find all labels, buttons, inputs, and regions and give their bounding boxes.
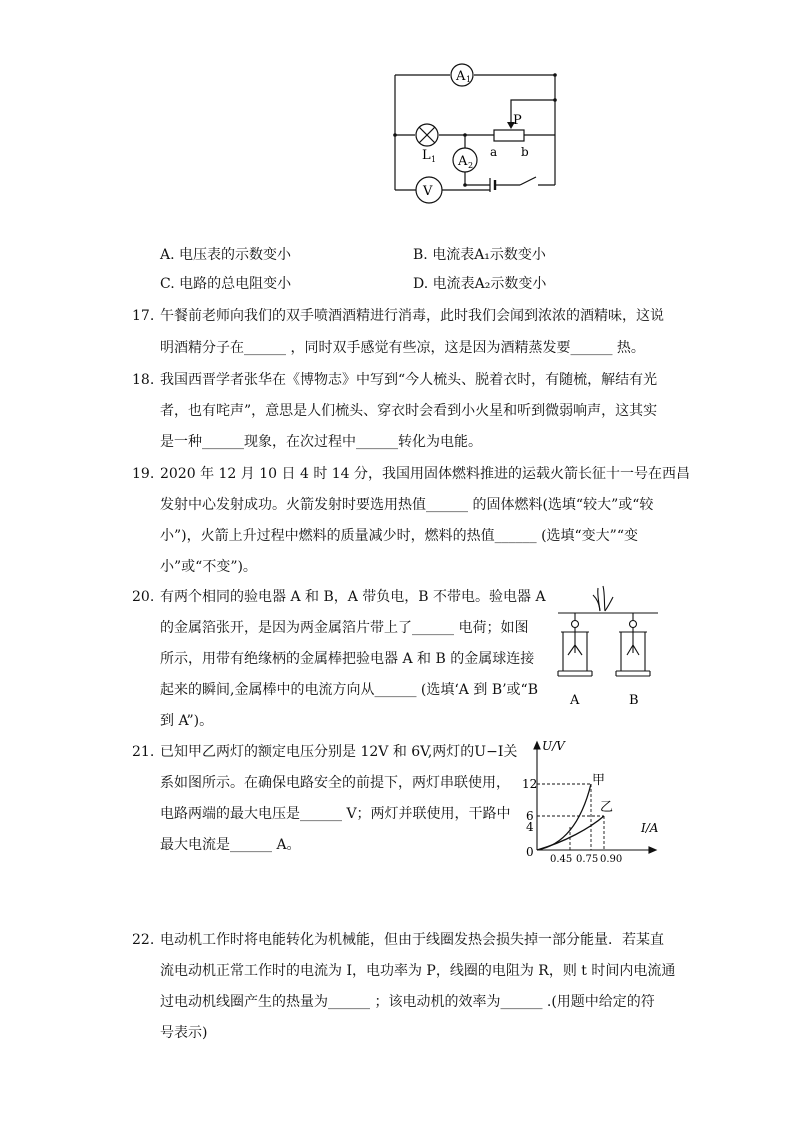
graph-origin: 0 [526, 845, 534, 859]
q16-option-c: C. 电路的总电阻变小 [160, 276, 292, 292]
q16-option-d: D. 电流表A₂示数变小 [413, 276, 547, 292]
question-text-line: 起来的瞬间,金属棒中的电流方向从______ (选填‘A 到 B’或“B [160, 682, 539, 698]
graph-xtick: 0.45 [550, 854, 573, 865]
curve-label-jia: 甲 [592, 773, 606, 788]
question-text-line: 小”)，火箭上升过程中燃料的质量减少时，燃料的热值______ (选填“变大”“变 [160, 528, 639, 544]
v-label: V [423, 184, 433, 199]
ui-graph [520, 738, 665, 868]
graph-xtick: 0.75 [576, 854, 599, 865]
question-text-line: 2020 年 12 月 10 日 4 时 14 分，我国用固体燃料推进的运载火箭长征十一号在西昌 [160, 466, 691, 482]
question-number: 19. [132, 466, 155, 482]
graph-ylabel: U/V [542, 739, 565, 753]
electroscope-label-b: B [629, 693, 639, 708]
question-number: 22. [132, 932, 155, 948]
question-text-line: 号表示) [160, 1025, 208, 1041]
curve-label-yi: 乙 [600, 800, 614, 815]
question-text-line: 的金属箔张开，是因为两金属箔片带上了______ 电荷；如图 [160, 620, 529, 636]
question-text-line: 电路两端的最大电压是______ V；两灯并联使用，干路中 [160, 806, 511, 822]
question-number: 20. [132, 589, 155, 605]
q16-option-b: B. 电流表A₁示数变小 [413, 247, 546, 263]
question-text-line: 小”或“不变”)。 [160, 559, 257, 575]
question-text-line: 最大电流是______ A。 [160, 837, 301, 853]
graph-xlabel: I/A [641, 821, 659, 835]
q16-option-a: A. 电压表的示数变小 [160, 247, 292, 263]
a-label: a [490, 145, 498, 159]
a2-label: A [458, 154, 468, 169]
question-text-line: 者，也有咤声”，意思是人们梳头、穿衣时会看到小火星和听到微弱响声，这其实 [160, 403, 658, 419]
electroscope-label-a: A [570, 693, 580, 708]
l1-label: L [422, 148, 431, 163]
question-text-line: 是一种______现象，在次过程中______转化为电能。 [160, 434, 482, 450]
graph-ytick: 4 [526, 820, 534, 834]
graph-xtick: 0.90 [600, 854, 623, 865]
question-text-line: 过电动机线圈产生的热量为______ ；该电动机的效率为______ .(用题中给定的符 [160, 994, 655, 1010]
question-text-line: 午餐前老师向我们的双手喷酒酒精进行消毒，此时我们会闻到浓浓的酒精味，这说 [160, 308, 664, 324]
circuit-diagram [380, 60, 580, 210]
a1-label: A [456, 69, 466, 84]
question-text-line: 我国西晋学者张华在《博物志》中写到“今人梳头、脱着衣时，有随梳，解结有光 [160, 372, 658, 388]
graph-ytick: 12 [522, 777, 538, 791]
l1-sub: 1 [431, 155, 437, 164]
question-text-line: 所示，用带有绝缘柄的金属棒把验电器 A 和 B 的金属球连接 [160, 651, 535, 667]
question-text-line: 系如图所示。在确保电路安全的前提下，两灯串联使用， [160, 775, 510, 791]
question-text-line: 到 A”)。 [160, 713, 214, 729]
question-number: 18. [132, 372, 155, 388]
question-number: 17. [132, 308, 155, 324]
b-label: b [521, 145, 529, 159]
question-text-line: 电动机工作时将电能转化为机械能，但由于线圈发热会损失掉一部分能量．若某直 [160, 932, 664, 948]
question-text-line: 有两个相同的验电器 A 和 B，A 带负电，B 不带电。验电器 A [160, 589, 546, 605]
question-text-line: 已知甲乙两灯的额定电压分别是 12V 和 6V,两灯的U−I关 [160, 744, 518, 760]
electroscope-figure [553, 583, 663, 708]
question-number: 21. [132, 744, 155, 760]
a1-sub: 1 [466, 75, 472, 84]
graph-ytick: 6 [526, 809, 534, 823]
question-text-line: 明酒精分子在______ ，同时双手感觉有些凉，这是因为酒精蒸发要______ 热。 [160, 340, 645, 356]
question-text-line: 流电动机正常工作时的电流为 I，电功率为 P，线圈的电阻为 R，则 t 时间内电流通 [160, 963, 676, 979]
p-label: P [513, 113, 522, 128]
a2-sub: 2 [468, 161, 474, 170]
question-text-line: 发射中心发射成功。火箭发射时要选用热值______ 的固体燃料(选填“较大”或“较 [160, 497, 654, 513]
